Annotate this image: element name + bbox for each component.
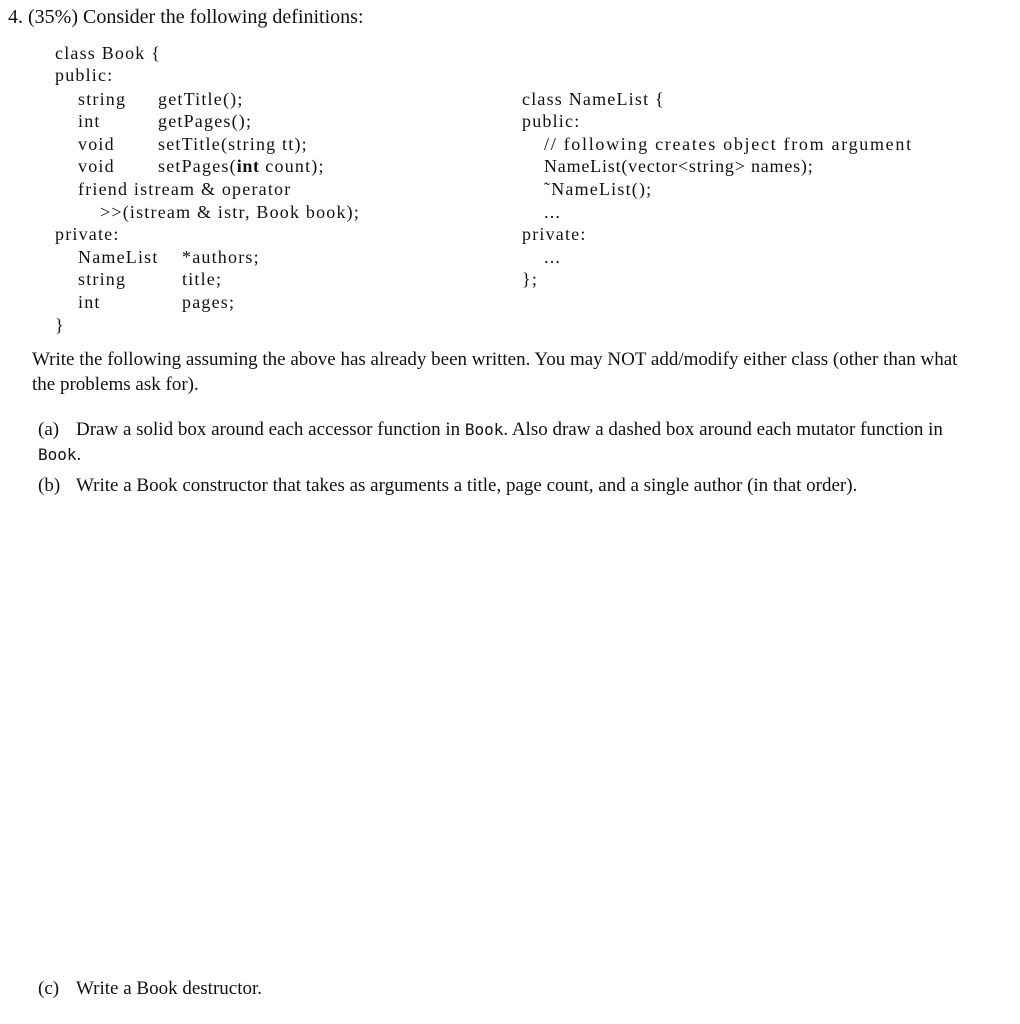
book-m1-sig: getTitle(); bbox=[158, 89, 244, 109]
part-a-text-1: Draw a solid box around each accessor function in bbox=[76, 419, 465, 440]
book-p1-name: *authors; bbox=[182, 247, 260, 267]
instructions-paragraph: Write the following assuming the above has already been written. You may NOT add/modify either class (other than what the problems ask for). bbox=[32, 349, 958, 395]
book-p3-type: int bbox=[78, 292, 101, 312]
namelist-ellipsis-2: ... bbox=[544, 247, 562, 267]
part-c-label: (c) bbox=[38, 978, 60, 999]
book-m4-sig-b: count); bbox=[259, 156, 325, 176]
namelist-public-label: public: bbox=[522, 111, 581, 131]
book-friend-cont: >>(istream & istr, Book book); bbox=[100, 202, 361, 222]
book-class-open: class Book { bbox=[55, 43, 162, 63]
part-a-code-2: Book bbox=[38, 444, 77, 464]
book-m4-kw: int bbox=[236, 156, 260, 176]
book-class-close: } bbox=[55, 315, 65, 335]
part-c bbox=[38, 977, 968, 1002]
book-m4-sig bbox=[158, 155, 325, 177]
book-p2-type: string bbox=[78, 269, 127, 289]
book-public-label: public: bbox=[55, 65, 114, 85]
book-m4-sig-a: setPages( bbox=[158, 156, 237, 176]
part-a-text-2: . Also draw a dashed box around each mutator function in bbox=[503, 419, 943, 440]
book-p2-name: title; bbox=[182, 269, 223, 289]
question-heading bbox=[8, 6, 364, 29]
part-b-label: (b) bbox=[38, 475, 61, 496]
book-m1-type: string bbox=[78, 89, 127, 109]
namelist-class-open: class NameList { bbox=[522, 89, 665, 109]
part-a-label: (a) bbox=[38, 419, 60, 440]
book-m3-sig: setTitle(string tt); bbox=[158, 134, 308, 154]
namelist-class-close: }; bbox=[522, 269, 539, 289]
book-m2-sig: getPages(); bbox=[158, 111, 253, 131]
namelist-comment: // following creates object from argument bbox=[544, 134, 913, 154]
book-p1-type: NameList bbox=[78, 247, 159, 267]
book-m4-type: void bbox=[78, 156, 115, 176]
namelist-ctor: NameList(vector<string> names); bbox=[544, 156, 814, 176]
question-header: (35%) Consider the following definitions: bbox=[28, 6, 364, 28]
namelist-dtor: ˜NameList(); bbox=[544, 179, 653, 199]
namelist-ellipsis-1: ... bbox=[544, 202, 562, 222]
book-friend-line: friend istream & operator bbox=[78, 179, 292, 199]
question-number: 4. bbox=[8, 6, 23, 28]
namelist-private-label: private: bbox=[522, 224, 587, 244]
book-m2-type: int bbox=[78, 111, 101, 131]
part-a-code-1: Book bbox=[464, 420, 504, 439]
book-m3-type: void bbox=[78, 134, 115, 154]
part-b-text: Write a Book constructor that takes as arguments a title, page count, and a single author (in that order). bbox=[76, 475, 858, 496]
part-a bbox=[38, 418, 968, 467]
part-b bbox=[38, 474, 968, 499]
part-c-text: Write a Book destructor. bbox=[76, 978, 263, 999]
part-a-text-3: . bbox=[76, 443, 82, 465]
book-private-label: private: bbox=[55, 224, 120, 244]
book-p3-name: pages; bbox=[182, 292, 236, 312]
